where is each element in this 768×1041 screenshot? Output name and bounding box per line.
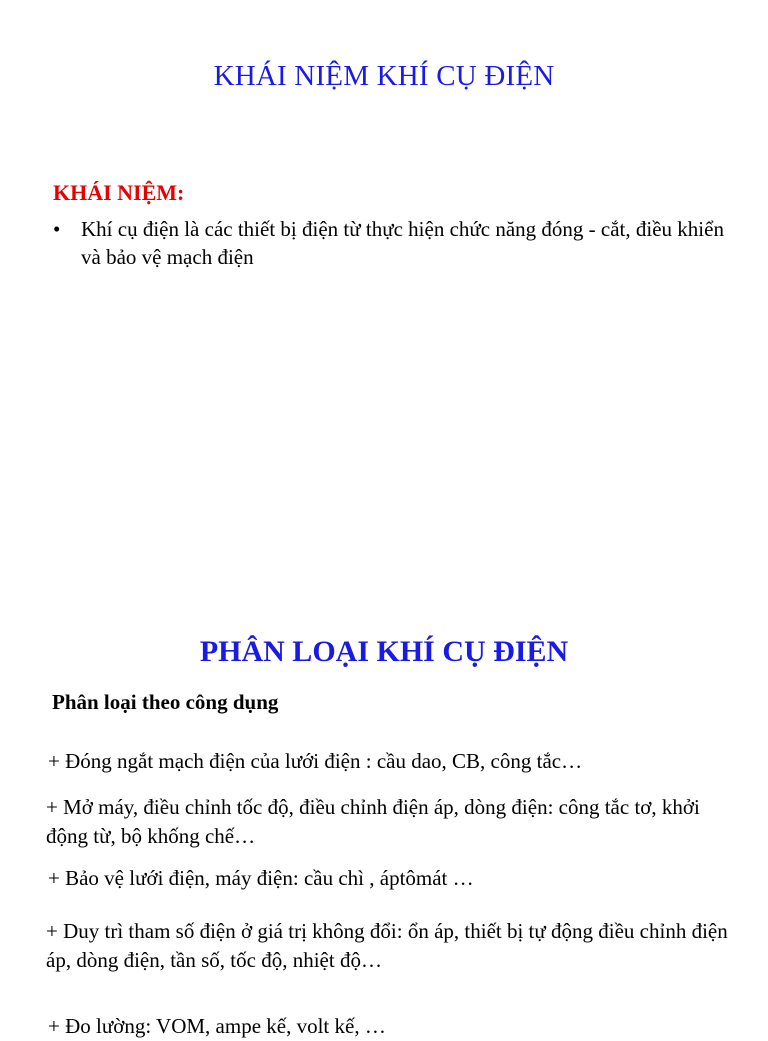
classification-item-regulation: + Duy trì tham số điện ở giá trị không đổi: ổn áp, thiết bị tự động điều chỉnh điện áp, dòng điện, tần số, tốc độ, nhiệt độ… xyxy=(46,919,728,972)
classification-subheading: Phân loại theo công dụng xyxy=(52,690,279,714)
concept-heading: KHÁI NIỆM: xyxy=(53,180,185,205)
classification-item-protection: + Bảo vệ lưới điện, máy điện: cầu chì , áptômát … xyxy=(48,866,474,890)
concept-bullet xyxy=(53,215,733,271)
classification-item-switching: + Đóng ngắt mạch điện của lưới điện : cầu dao, CB, công tắc… xyxy=(48,749,583,773)
bullet-icon: • xyxy=(53,217,61,241)
classification-item-control: + Mở máy, điều chỉnh tốc độ, điều chỉnh điện áp, dòng điện: công tắc tơ, khởi động từ, bộ khống chế… xyxy=(46,795,700,848)
concept-bullet-text: Khí cụ điện là các thiết bị điện từ thực hiện chức năng đóng - cắt, điều khiển và bảo vệ mạch điện xyxy=(81,217,724,269)
classification-item-measurement: + Đo lường: VOM, ampe kế, volt kế, … xyxy=(48,1014,386,1038)
slide-title-classification: PHÂN LOẠI KHÍ CỤ ĐIỆN xyxy=(199,635,569,668)
slide-title-concept: KHÁI NIỆM KHÍ CỤ ĐIỆN xyxy=(213,60,555,92)
